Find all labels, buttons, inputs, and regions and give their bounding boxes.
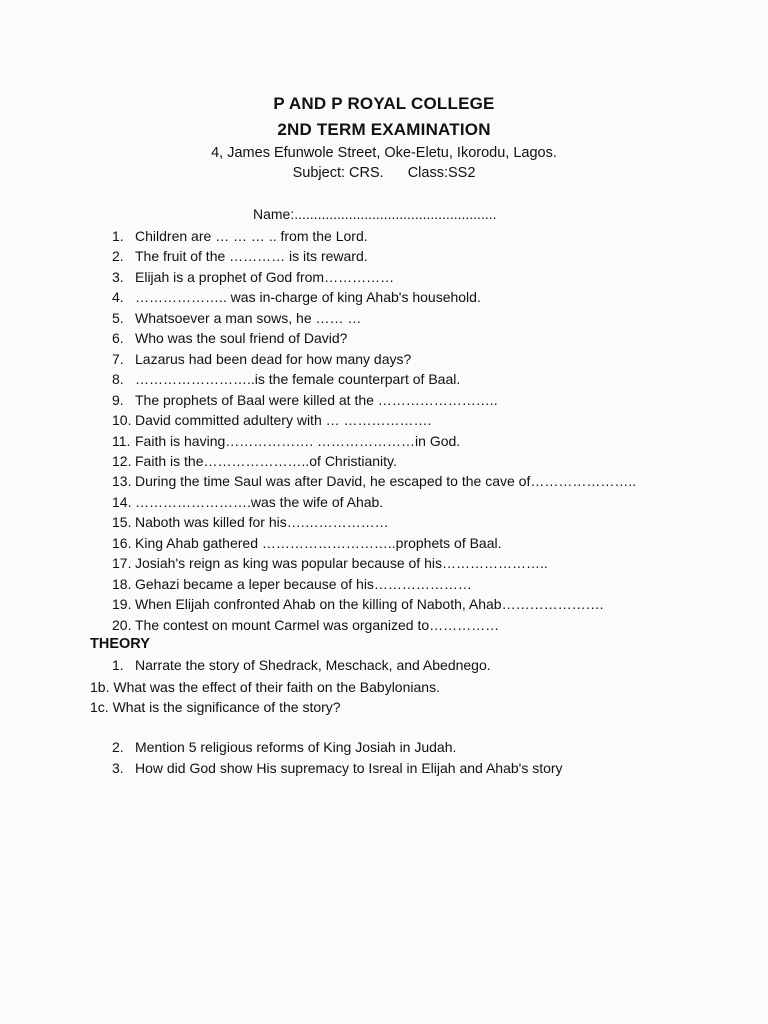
question-number: 20.: [112, 616, 132, 633]
question-text: How did God show His supremacy to Isreal in Elijah and Ahab's story: [135, 760, 563, 776]
subject-class-line: [0, 165, 768, 181]
question-number: 16.: [112, 534, 132, 551]
question-number: 9.: [112, 391, 124, 408]
question-number: 7.: [112, 350, 124, 367]
question-text: King Ahab gathered ………………………..prophets of Baal.: [135, 534, 502, 551]
question-text: Elijah is a prophet of God from……………: [135, 268, 395, 285]
question-text: Gehazi became a leper because of his…………………: [135, 575, 472, 592]
question-number: 2.: [112, 739, 124, 755]
question-text: Faith is the…………………..of Christianity.: [135, 452, 397, 469]
question-text: When Elijah confronted Ahab on the killing of Naboth, Ahab………………….: [135, 596, 604, 613]
question-number: 1.: [112, 228, 124, 244]
question-text: Narrate the story of Shedrack, Meschack, and Abednego.: [135, 657, 491, 673]
name-field: Name:....................................................: [253, 206, 497, 222]
question-number: 12.: [112, 452, 132, 469]
question-text: Lazarus had been dead for how many days?: [135, 350, 412, 367]
question-number: 19.: [112, 596, 132, 613]
question-text: David committed adultery with … ……………….: [135, 412, 432, 428]
question-number: 1.: [112, 657, 124, 673]
question-text: ……………………..is the female counterpart of Baal.: [135, 371, 461, 388]
question-text: Children are … … … .. from the Lord.: [135, 228, 368, 244]
question-text: Whatsoever a man sows, he …… …: [135, 309, 362, 326]
class-label: Class:SS2: [407, 165, 476, 181]
theory-heading: THEORY: [90, 636, 150, 652]
question-text: …………………….was the wife of Ahab.: [135, 493, 384, 510]
question-text: Naboth was killed for his….………………: [135, 514, 389, 531]
subject-label: Subject: CRS.: [292, 165, 384, 181]
question-number: 4.: [112, 289, 124, 306]
theory-question-1b: 1b. What was the effect of their faith on the Babylonians.: [90, 679, 440, 695]
question-number: 8.: [112, 371, 124, 388]
question-text: Josiah's reign as king was popular because of his…………………..: [135, 555, 548, 572]
question-number: 13.: [112, 473, 132, 490]
question-number: 5.: [112, 309, 124, 326]
question-text: Who was the soul friend of David?: [135, 330, 348, 347]
question-number: 11.: [112, 432, 131, 449]
question-number: 15.: [112, 514, 132, 531]
question-text: During the time Saul was after David, he escaped to the cave of…………………..: [135, 473, 637, 490]
school-address: 4, James Efunwole Street, Oke-Eletu, Ikorodu, Lagos.: [211, 145, 557, 161]
question-number: 14.: [112, 493, 132, 510]
question-text: The fruit of the ………… is its reward.: [135, 248, 368, 265]
question-number: 3.: [112, 760, 124, 776]
question-number: 6.: [112, 330, 124, 347]
school-name: P AND P ROYAL COLLEGE: [273, 94, 495, 113]
question-number: 10.: [112, 412, 132, 428]
exam-title: 2ND TERM EXAMINATION: [277, 120, 491, 139]
question-text: Mention 5 religious reforms of King Josiah in Judah.: [135, 739, 457, 755]
question-number: 18.: [112, 575, 132, 592]
question-text: Faith is having………………. …………………in God.: [135, 432, 461, 449]
question-text: ……………….. was in-charge of king Ahab's household.: [135, 289, 481, 306]
theory-question-1c: 1c. What is the significance of the story?: [90, 699, 341, 715]
question-number: 3.: [112, 268, 124, 285]
question-number: 17.: [112, 555, 132, 572]
question-text: The contest on mount Carmel was organized to……………: [135, 616, 500, 633]
question-number: 2.: [112, 248, 124, 265]
question-text: The prophets of Baal were killed at the ……………………..: [135, 391, 498, 408]
